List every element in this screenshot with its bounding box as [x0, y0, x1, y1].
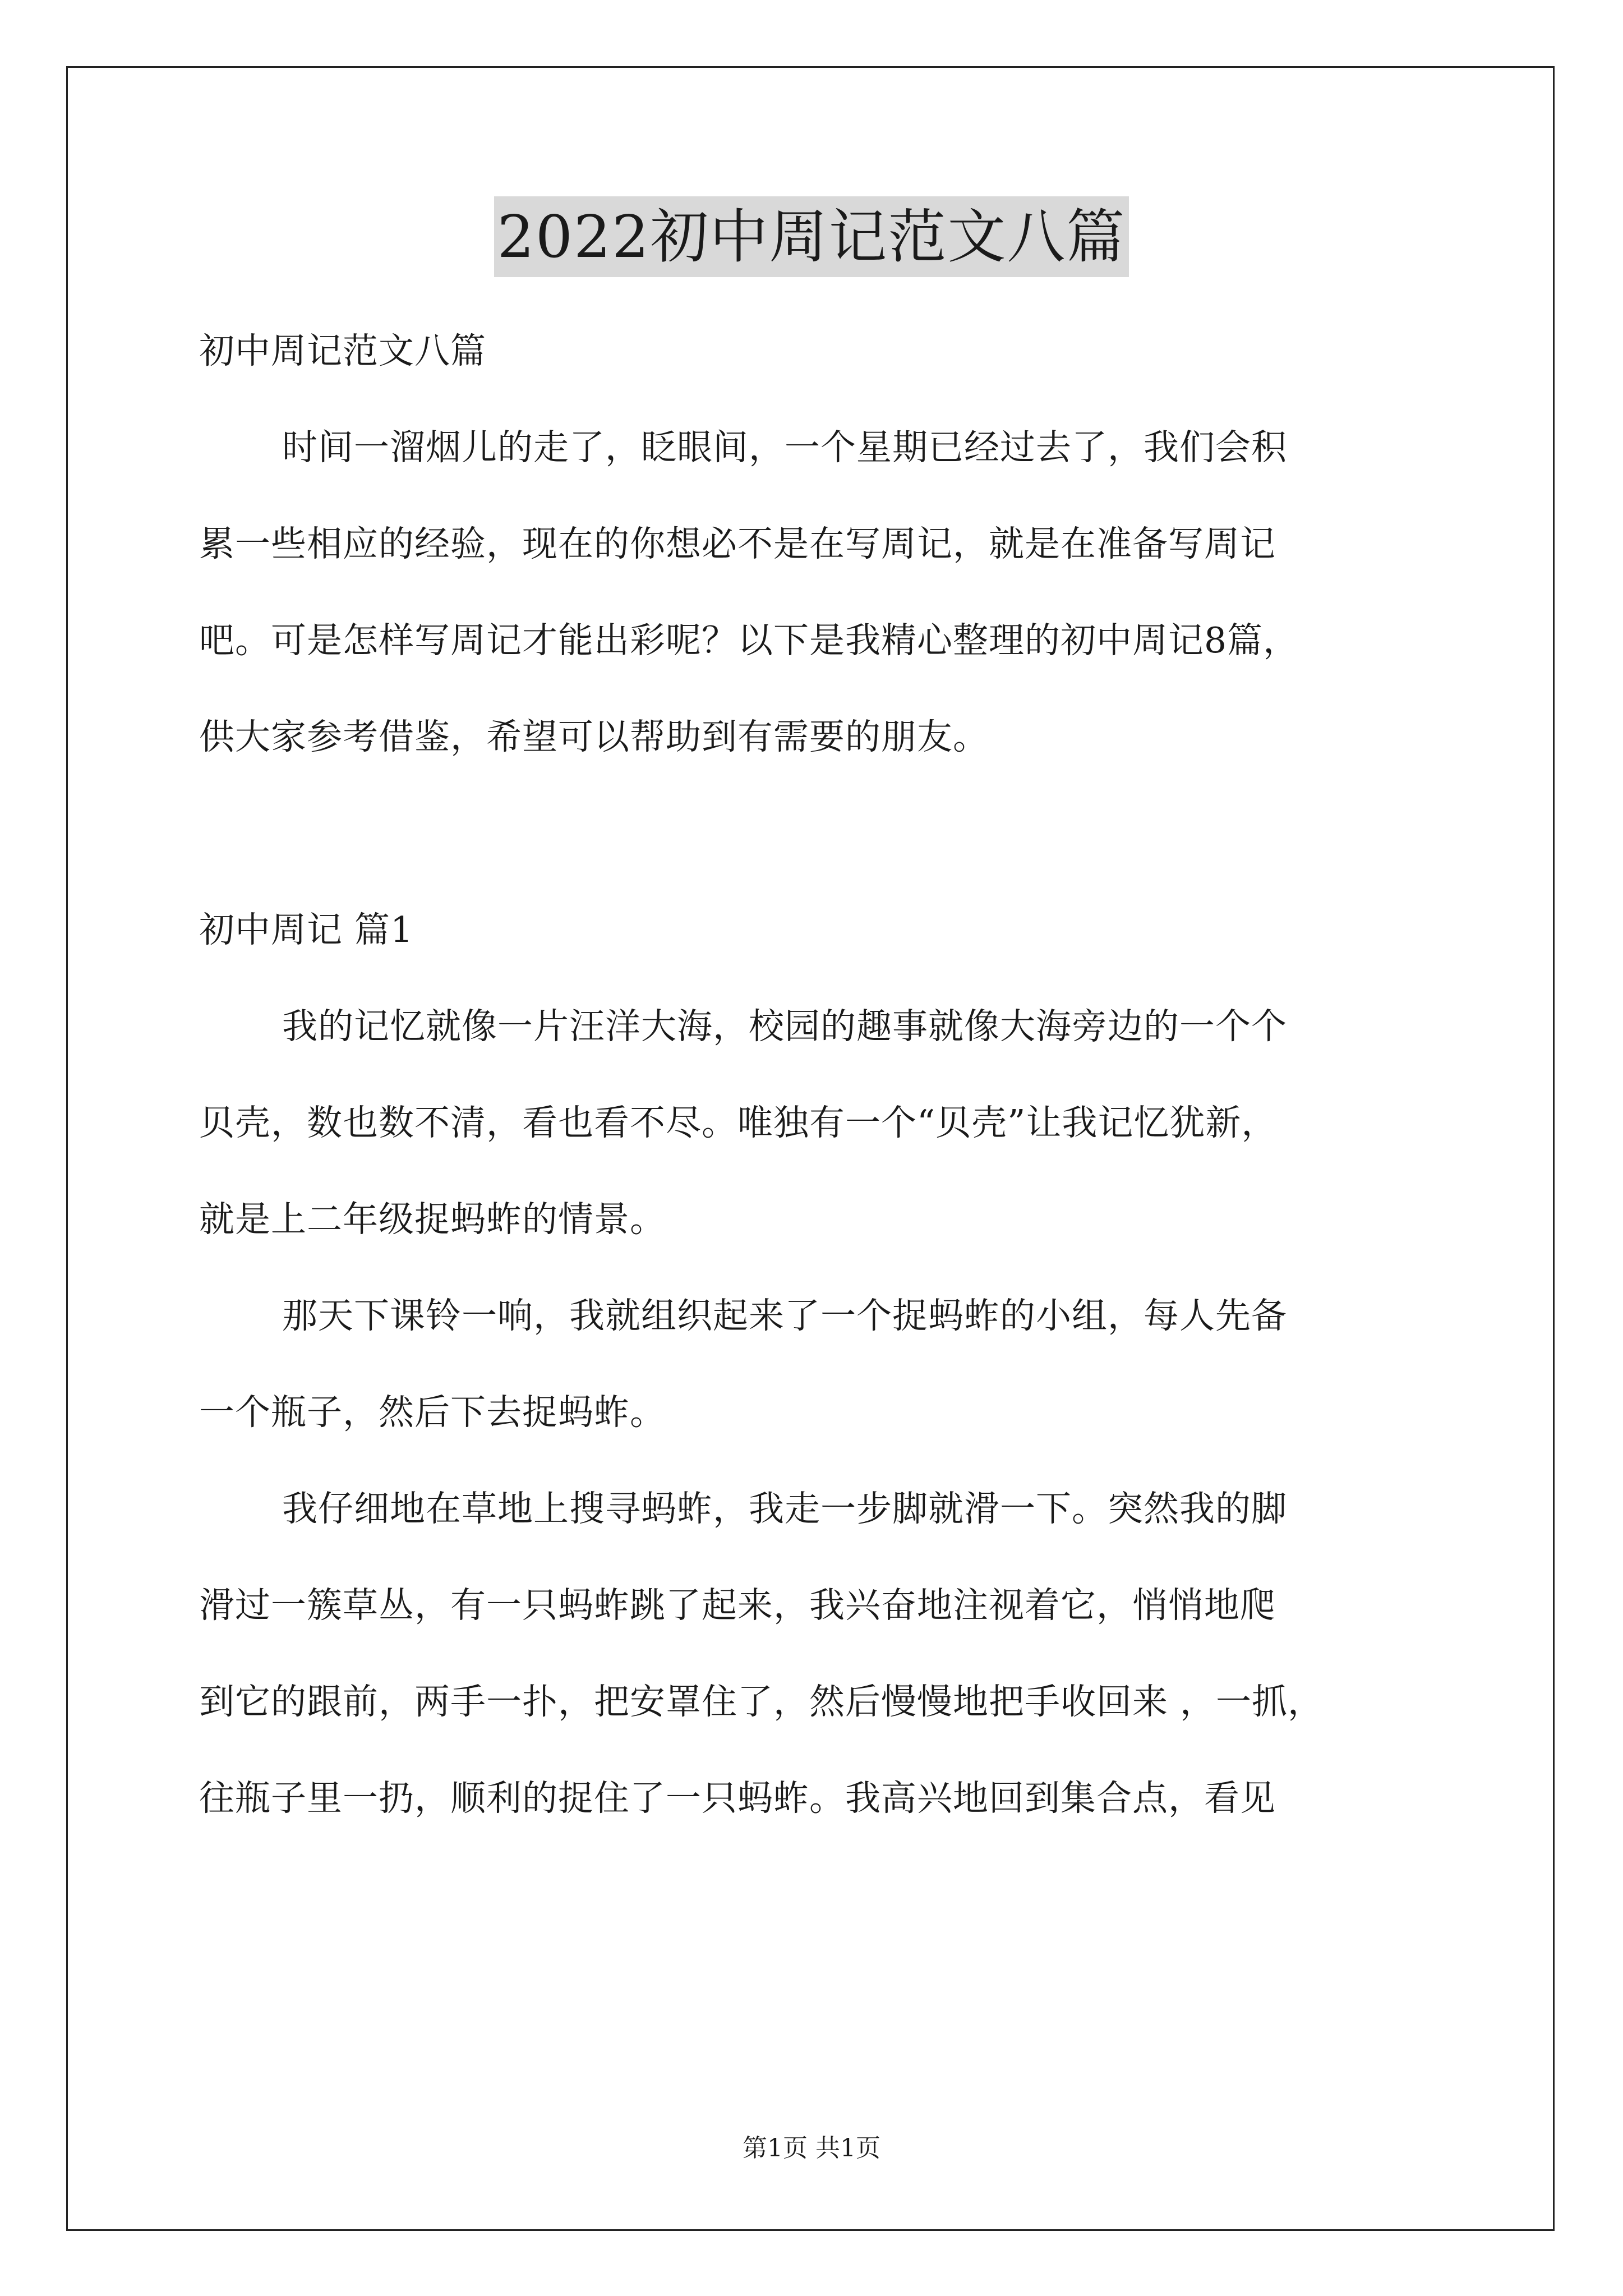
paragraph-line: 往瓶子里一扔，顺利的捉住了一只蚂蚱。我高兴地回到集合点，看见	[199, 1778, 1276, 1819]
paragraph-line: 累一些相应的经验，现在的你想必不是在写周记，就是在准备写周记	[199, 523, 1276, 564]
subtitle-line: 初中周记范文八篇	[199, 330, 486, 371]
paragraph-line: 供大家参考借鉴，希望可以帮助到有需要的朋友。	[199, 716, 989, 757]
paragraph-gap	[199, 785, 1453, 882]
title-container	[0, 196, 1623, 277]
paragraph-line: 那天下课铃一响，我就组织起来了一个捉蚂蚱的小组，每人先备	[282, 1295, 1287, 1336]
paragraph-line: 时间一溜烟儿的走了，眨眼间，一个星期已经过去了，我们会积	[282, 427, 1287, 468]
section-heading: 初中周记 篇1	[199, 909, 414, 950]
paragraph-line: 吧。可是怎样写周记才能出彩呢？以下是我精心整理的初中周记8篇，	[199, 620, 1299, 661]
paragraph-line: 就是上二年级捉蚂蚱的情景。	[199, 1199, 666, 1240]
paragraph-line: 我的记忆就像一片汪洋大海，校园的趣事就像大海旁边的一个个	[282, 1006, 1287, 1047]
paragraph-line: 贝壳，数也数不清，看也看不尽。唯独有一个“贝壳”让我记忆犹新，	[199, 1102, 1278, 1143]
paragraph-line: 一个瓶子，然后下去捉蚂蚱。	[199, 1392, 666, 1433]
document-title: 2022初中周记范文八篇	[494, 196, 1129, 277]
paragraph-line: 我仔细地在草地上搜寻蚂蚱，我走一步脚就滑一下。突然我的脚	[282, 1488, 1287, 1529]
page-footer: 第1页 共1页	[743, 2134, 880, 2162]
paragraph-line: 到它的跟前，两手一扑，把安罩住了，然后慢慢地把手收回来 ，一抓，	[199, 1681, 1324, 1722]
document-body	[199, 303, 1453, 1847]
paragraph-line: 滑过一簇草丛，有一只蚂蚱跳了起来，我兴奋地注视着它，悄悄地爬	[199, 1585, 1276, 1626]
